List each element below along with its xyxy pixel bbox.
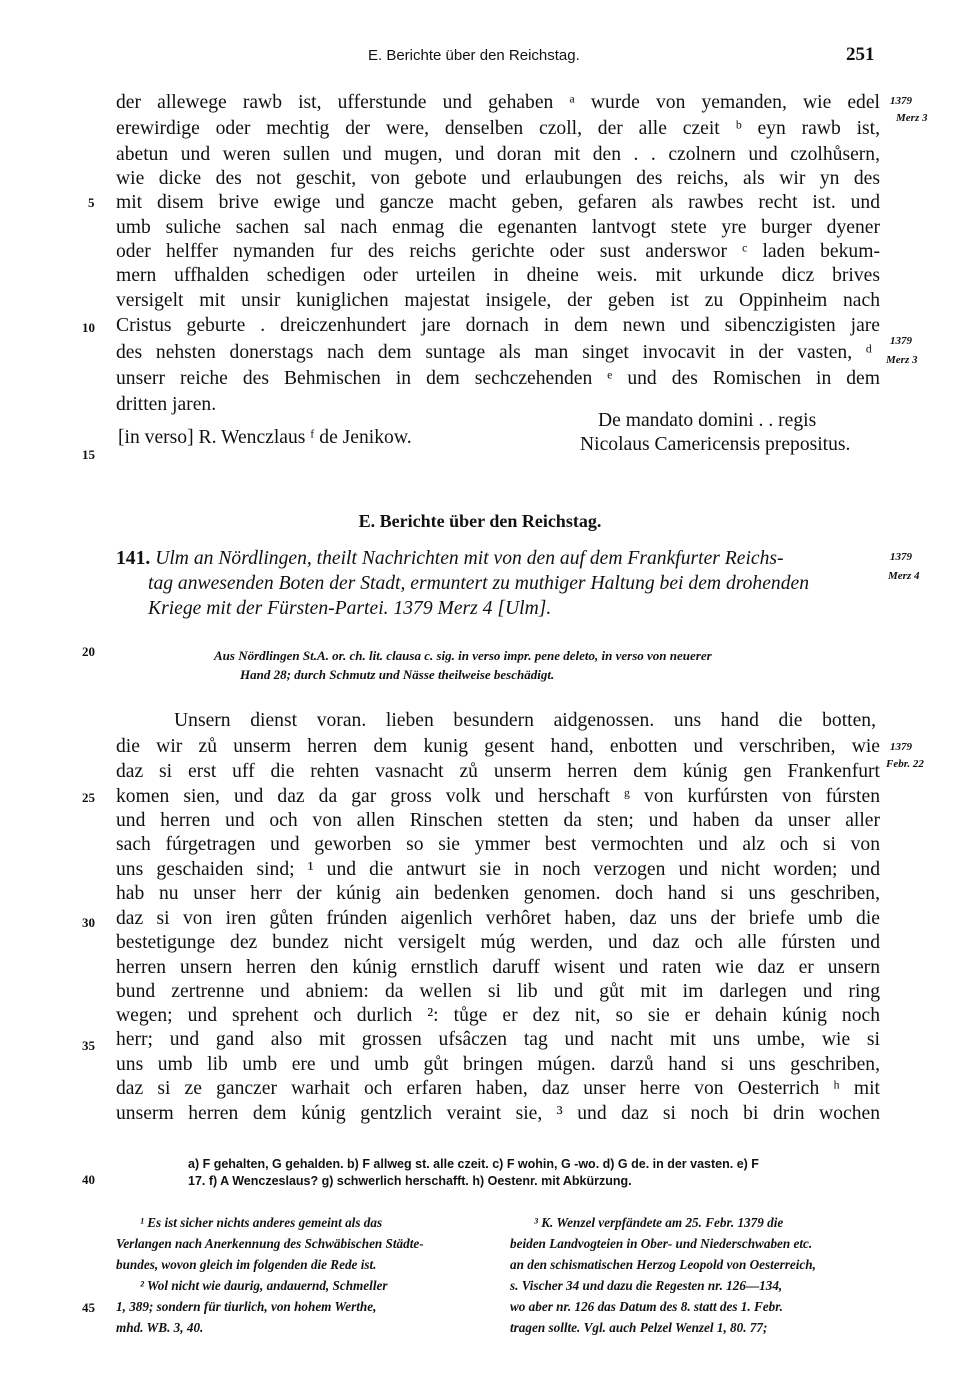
- text-line: daz si von iren gůten frúnden aigenlich verhôret haben, daz uns der briefe umb die: [116, 908, 880, 929]
- footnote-line: mhd. WB. 3, 40.: [116, 1320, 204, 1335]
- text-line: komen sien, und daz da gar gross volk und herschaft ᵍ von kurfúrsten von fúrsten: [116, 786, 880, 807]
- text-line: uns umb lib umb ere und umb gůt bringen múgen. darzů hand si uns geschriben,: [116, 1054, 880, 1075]
- margin-year: 1379: [890, 95, 912, 107]
- text-line: daz si ze ganczer warhait och erfaren haben, daz unser herre von Oesterrich ʰ mit: [116, 1078, 880, 1099]
- section-title: E. Berichte über den Reichstag.: [358, 511, 602, 531]
- line-number: 5: [88, 195, 95, 210]
- apparatus-line: a) F gehalten, G gehalden. b) F allweg st. alle czeit. c) F wohin, G -wo. d) G de. in der vasten. e) F: [188, 1157, 759, 1171]
- text-line: herr; und gand also mit grossen ufsâczen tag und nacht mit uns umbe, wie si: [116, 1029, 880, 1050]
- line-number: 25: [82, 790, 95, 805]
- line-number: 45: [82, 1300, 95, 1315]
- text-line: erewirdige oder mechtig der were, denselben czoll, der alle czeit ᵇ eyn rawb ist,: [116, 118, 880, 139]
- text-line: oder helffer nymanden fur des reichs gerichte oder sust anderswor ᶜ laden bekum-: [116, 241, 880, 262]
- text-line: hab nu unser herr der kúnig ain bedenken genomen. doch hand si uns geschriben,: [116, 883, 880, 904]
- text-line: Cristus geburte . dreiczenhundert jare dornach in dem newn und sibenczigisten jare: [116, 315, 880, 336]
- footnote-line: beiden Landvogteien in Ober- und Niederschwaben etc.: [510, 1236, 813, 1251]
- text-line: wegen; und sprehent och durlich ²: tůge er dez nit, so sie er dehain kúnig noch: [116, 1005, 880, 1026]
- footnote-line: ² Wol nicht wie daurig, andauernd, Schmeller: [140, 1278, 388, 1293]
- mandato-line: De mandato domini . . regis: [598, 410, 817, 431]
- verso-note: [in verso] R. Wenczlaus ᶠ de Jenikow.: [118, 427, 412, 448]
- text-line: daz si erst uff die rehten vasnacht zů unserm herren dem kúnig gen Frankenfurt: [116, 761, 880, 782]
- line-number: 15: [82, 447, 95, 462]
- regest-line: Kriege mit der Fürsten-Partei. 1379 Merz 4 [Ulm].: [148, 598, 552, 619]
- text-line: dritten jaren.: [116, 394, 217, 415]
- footnote-line: an den schismatischen Herzog Leopold von Oesterreich,: [510, 1257, 816, 1272]
- regest-text: Ulm an Nördlingen, theilt Nachrichten mit von den auf dem Frankfurter Reichs-: [155, 548, 784, 569]
- footnotes-right: [510, 1212, 816, 1338]
- text-line: bund zertrenne und abniem: da wellen si lib und gůt mit im darlegen und ring: [116, 981, 880, 1002]
- text-line: sach fúrgetragen und geworben so sie ymmer best vermochten und alz och si von: [116, 834, 880, 855]
- footnote-line: Verlangen nach Anerkennung des Schwäbischen Städte-: [116, 1236, 424, 1251]
- text-line: umb suliche sachen sal nach enmag die egenanten lantvogt stete yre burger dyener: [116, 217, 880, 238]
- line-number: 10: [82, 320, 95, 335]
- margin-date: Merz 3: [886, 354, 918, 366]
- footnote-line: ¹ Es ist sicher nichts anderes gemeint als das: [140, 1215, 383, 1230]
- page-number: 251: [846, 44, 875, 65]
- line-number: 20: [82, 644, 95, 659]
- footnotes-left: [116, 1212, 424, 1338]
- source-note: Hand 28; durch Schmutz und Nässe theilweise beschädigt.: [240, 667, 555, 682]
- text-line: unserm herren dem kúnig gentzlich verаint sie, ³ und daz si noch bi drin wochen: [116, 1103, 880, 1124]
- footnote-line: ³ K. Wenzel verpfändete am 25. Febr. 1379 die: [534, 1215, 784, 1230]
- footnote-line: 1, 389; sondern für tiurlich, von hohem Werthe,: [116, 1299, 377, 1314]
- text-line: bestetigunge dez bundez nicht versigelt múg werden, und daz och alle fúrsten und: [116, 932, 880, 953]
- margin-year: 1379: [890, 335, 912, 347]
- margin-year: 1379: [890, 551, 912, 563]
- apparatus-line: 17. f) A Wenczeslaus? g) schwerlich herschafft. h) Oestenr. mit Abkürzung.: [188, 1174, 632, 1188]
- text-line: Unsern dienst voran. lieben besundern aidgenossen. uns hand die botten,: [174, 710, 876, 731]
- text-line: die wir zů unserm herren dem kunig gesent hand, enbotten und verschriben, wie: [116, 736, 880, 757]
- footnote-line: bundes, wovon gleich im folgenden die Rede ist.: [116, 1257, 377, 1272]
- mandato-signature: Nicolaus Camericensis prepositus.: [580, 434, 851, 455]
- footnote-line: wo aber nr. 126 das Datum des 8. statt des 1. Febr.: [510, 1299, 783, 1314]
- document-number: 141.: [116, 548, 151, 569]
- text-line: versigelt mit unsir kuniglichen majestat insigele, der geben ist zu Oppinheim nach: [116, 290, 880, 311]
- text-line: mit disem brive ewige und gancze macht geben, gefaren als rawbes recht ist. und: [116, 192, 880, 213]
- text-line: herren unsern herren den kúnig ernstlich daruff wisent und raten wie daz er unsern: [116, 957, 880, 978]
- footnote-line: s. Vischer 34 und dazu die Regesten nr. 126—134,: [510, 1278, 783, 1293]
- text-line: unserr reiche des Behmischen in dem sechczehenden ᵉ und des Romischen in dem: [116, 368, 880, 389]
- regest-line: tag anwesenden Boten der Stadt, ermuntert zu muthiger Haltung bei dem drohenden: [148, 573, 810, 594]
- margin-date: Merz 3: [896, 112, 928, 124]
- footnote-line: tragen sollte. Vgl. auch Pelzel Wenzel 1, 80. 77;: [510, 1320, 768, 1335]
- line-number: 30: [82, 915, 95, 930]
- text-line: mern uffhalden schedigen oder urteilen in dheine weis. mit urkunde dicz brives: [116, 265, 880, 286]
- line-number: 40: [82, 1172, 95, 1187]
- text-line: wie dicke des not geschit, von gebote und erlaubungen des reichs, als wir yn des: [116, 168, 880, 189]
- source-note: Aus Nördlingen St.A. or. ch. lit. clausa c. sig. in verso impr. pene deleto, in verso von neuerer: [214, 648, 712, 663]
- text-line: der allewege rawb ist, ufferstunde und gehaben ᵃ wurde von yemanden, wie edel: [116, 92, 880, 113]
- text-line: des nehsten donerstags nach dem suntage als man singet invocavit in der vasten, ᵈ: [116, 342, 872, 363]
- line-number: 35: [82, 1038, 95, 1053]
- text-line: und herren und och von allen Rinschen stetten da sten; und haben da unser aller: [116, 810, 880, 831]
- margin-year: 1379: [890, 741, 912, 753]
- running-header: E. Berichte über den Reichstag.: [368, 47, 580, 64]
- margin-date: Merz 4: [888, 570, 920, 582]
- margin-date: Febr. 22: [886, 758, 924, 770]
- regest-line: [116, 547, 784, 571]
- text-line: abetun und weren sullen und mugen, und doran mit den . . czolnern und czolhůsern,: [116, 144, 880, 165]
- text-line: uns geschaiden sind; ¹ und die antwurt sie in noch verzogen und nicht worden; und: [116, 859, 880, 880]
